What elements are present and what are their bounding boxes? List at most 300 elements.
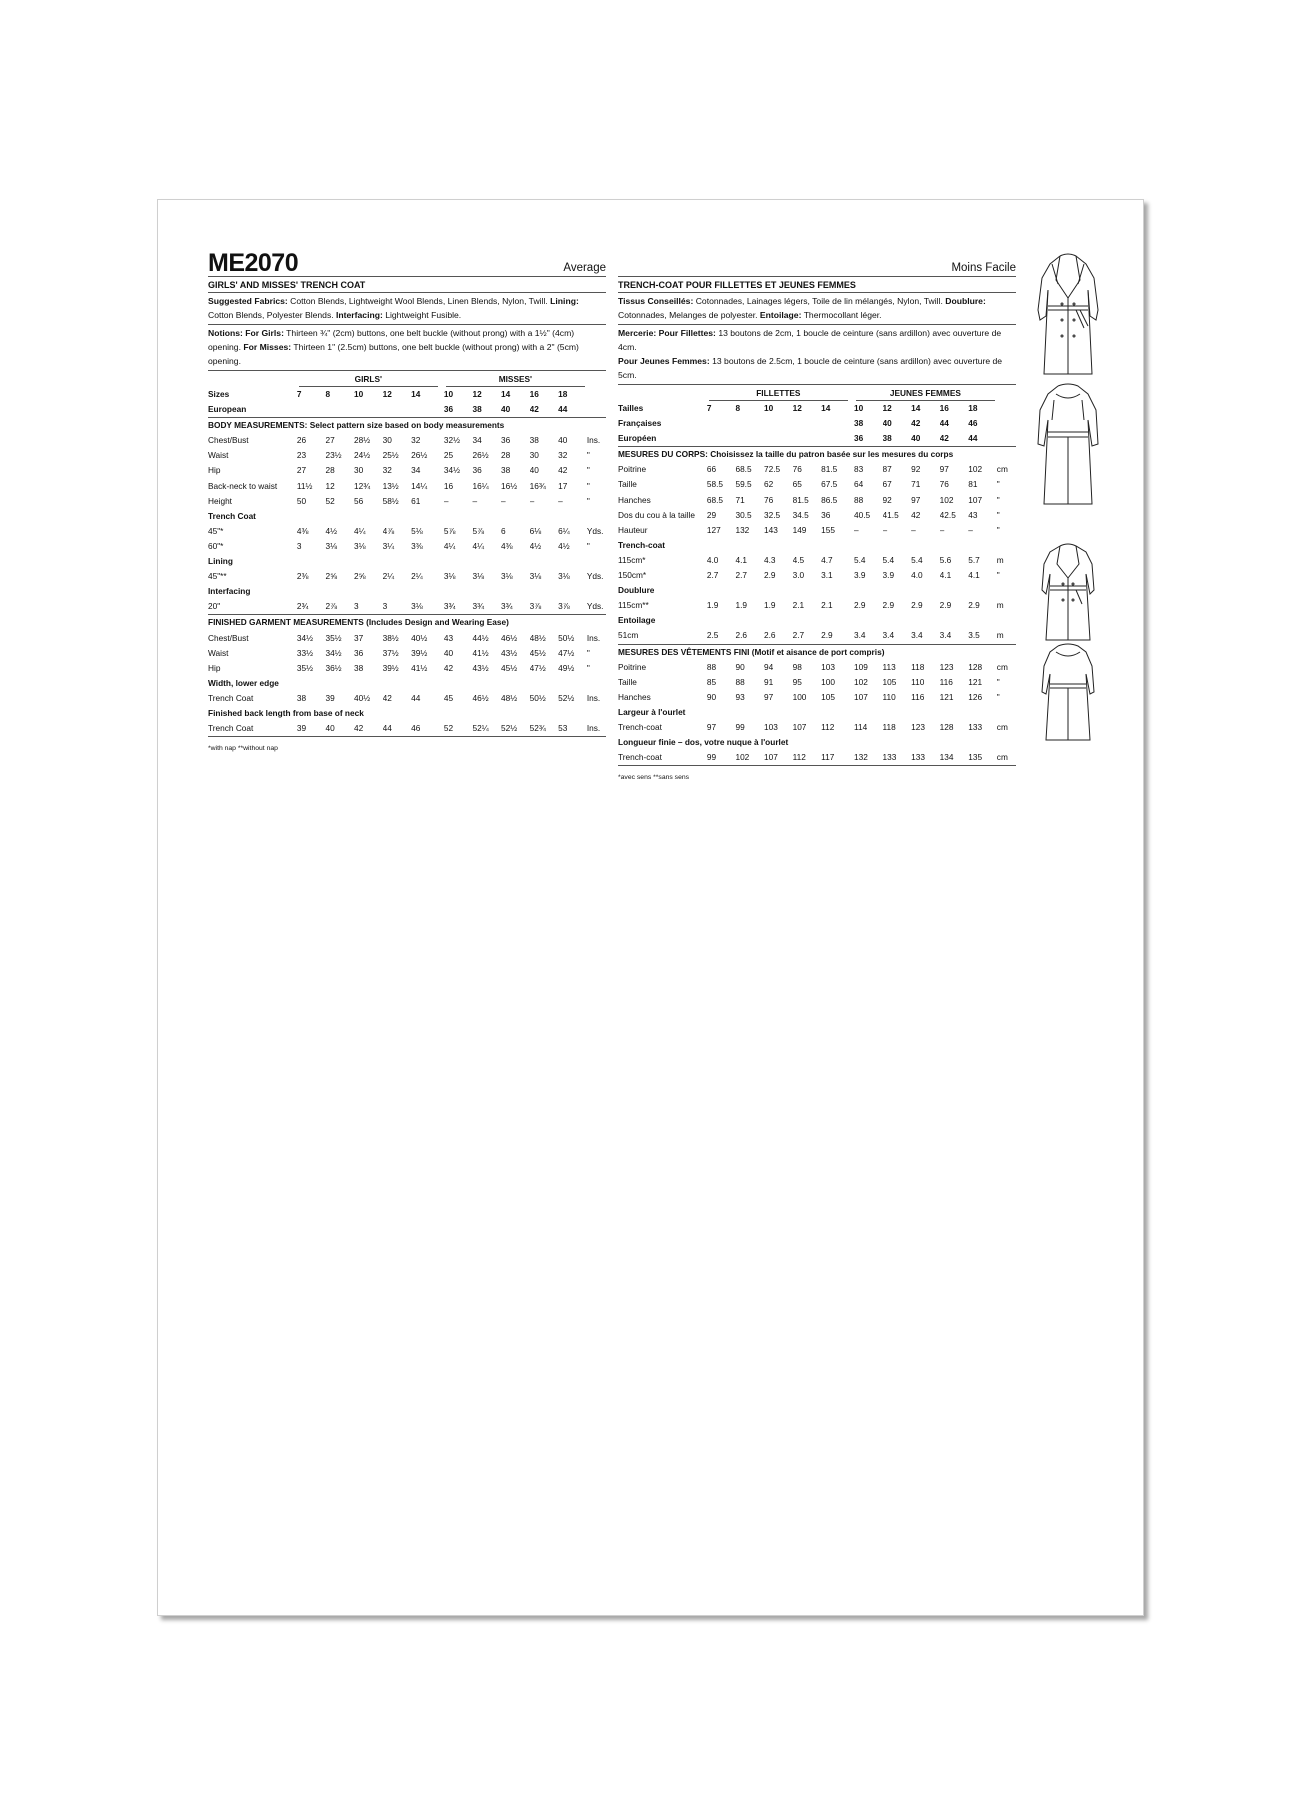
- row-heading: Width, lower edge: [208, 677, 279, 688]
- table-row: [618, 583, 1016, 598]
- size-value: 2.9: [911, 600, 923, 611]
- size-value: 2.7: [706, 570, 719, 581]
- footnote-en: *with nap **without nap: [208, 745, 278, 753]
- row-label: Waist: [208, 450, 229, 461]
- size-value: 39½: [411, 647, 428, 658]
- size-value: 4¼: [472, 540, 485, 551]
- size-value: 46½: [501, 632, 518, 643]
- size-value: [764, 431, 793, 447]
- size-value: [411, 402, 440, 418]
- row-label: 45"*: [208, 525, 224, 536]
- size-value: 88: [706, 661, 717, 672]
- group-label-left: FILLETTES: [709, 387, 848, 401]
- group-cell-right: [854, 385, 997, 401]
- group-cell-right: [444, 371, 587, 387]
- size-value: 45½: [529, 647, 546, 658]
- misses-text: Thirteen 1" (2.5cm) buttons, one belt buckle (without prong) with a 2" (5cm) opening.: [208, 342, 579, 366]
- size-value: 6: [501, 525, 506, 536]
- table-row: [618, 447, 1016, 463]
- row-label: Waist: [208, 647, 229, 658]
- size-value: 47½: [529, 662, 546, 673]
- size-value: 100: [821, 676, 835, 687]
- section-heading: BODY MEASUREMENTS: Select pattern size based on body measurements: [208, 418, 606, 434]
- size-value: 32: [558, 450, 568, 461]
- row-label: Trench Coat: [208, 692, 254, 703]
- table-row: [208, 631, 606, 646]
- size-value: 2.9: [853, 600, 866, 611]
- size-value: 102: [735, 750, 764, 766]
- size-value: 41½: [472, 647, 489, 658]
- size-value: 4.7: [821, 554, 833, 565]
- size-value: 43: [968, 509, 978, 520]
- size-value: 112: [821, 721, 835, 732]
- size-value: 3.5: [968, 630, 980, 641]
- size-value: 132: [735, 524, 750, 535]
- size-value: 56: [354, 495, 364, 506]
- row-heading: Trench-coat: [618, 539, 666, 550]
- table-row: [208, 646, 606, 661]
- size-value: 4.1: [939, 570, 952, 581]
- size-value: 52¾: [530, 721, 559, 737]
- fabrics-text: Cotton Blends, Lightweight Wool Blends, Linen Blends, Nylon, Twill.: [290, 296, 548, 306]
- size-value: 88: [735, 676, 745, 687]
- size-value: 18: [558, 389, 568, 399]
- size-value: 5.4: [882, 554, 895, 565]
- unit-label: ": [996, 691, 1000, 702]
- size-value: 12: [792, 403, 802, 413]
- size-value: 43: [443, 632, 454, 643]
- table-row: [618, 568, 1016, 583]
- size-value: 94: [764, 661, 774, 672]
- row-label: Sizes: [208, 389, 230, 399]
- size-value: 40: [558, 435, 568, 446]
- size-value: 39½: [382, 662, 399, 673]
- size-value: 121: [939, 691, 954, 702]
- section-heading: FINISHED GARMENT MEASUREMENTS (Includes Design and Wearing Ease): [208, 615, 606, 631]
- row-label: Height: [208, 495, 232, 506]
- size-value: 30: [529, 450, 539, 461]
- size-value: 99: [735, 721, 745, 732]
- size-value: 3.4: [853, 630, 866, 641]
- size-value: 102: [939, 494, 954, 505]
- table-row: [208, 691, 606, 706]
- row-heading: Finished back length from base of neck: [208, 707, 364, 718]
- girls-label-fr: Pour Fillettes:: [658, 328, 716, 338]
- size-value: 28½: [354, 435, 371, 446]
- size-value: 44: [558, 404, 568, 415]
- misses-label: For Misses:: [243, 342, 292, 352]
- size-value: 4⅞: [382, 525, 395, 536]
- size-value: 36: [821, 509, 831, 520]
- row-label: Trench Coat: [208, 721, 297, 737]
- size-value: 126: [968, 691, 983, 702]
- fabrics-text-fr: Cotonnades, Lainages légers, Toile de lin mélangés, Nylon, Twill.: [695, 296, 943, 306]
- unit-label: ": [586, 662, 590, 673]
- row-label: Hauteur: [618, 524, 648, 535]
- unit-label: ": [586, 540, 590, 551]
- size-value: 6¼: [558, 525, 570, 536]
- lining-label-fr: Doublure:: [945, 296, 986, 306]
- size-value: [821, 416, 850, 431]
- size-value: 3: [296, 540, 302, 551]
- unit-label: ": [996, 479, 1000, 490]
- size-value: 12: [472, 389, 482, 399]
- size-value: 8: [325, 389, 331, 399]
- size-value: [793, 431, 822, 447]
- size-value: 90: [735, 661, 745, 672]
- size-value: –: [968, 524, 973, 535]
- size-value: 62: [764, 479, 774, 490]
- unit-label: Yds.: [586, 571, 604, 582]
- size-value: 92: [911, 464, 921, 475]
- size-value: 133: [883, 750, 912, 766]
- row-heading: Interfacing: [208, 586, 251, 597]
- size-value: 90: [706, 691, 717, 702]
- section-heading: MESURES DU CORPS: Choisissez la taille du patron basée sur les mesures du corps: [618, 447, 1016, 463]
- size-value: 110: [882, 691, 896, 702]
- table-row: [208, 494, 606, 509]
- size-value: 112: [793, 750, 822, 766]
- unit-label: [997, 431, 1016, 447]
- size-value: 10: [853, 403, 864, 413]
- size-value: 14¼: [411, 480, 428, 491]
- size-value: 16: [443, 480, 454, 491]
- unit-label: [997, 416, 1016, 431]
- size-value: 3⅛: [354, 540, 366, 551]
- table-row: [618, 660, 1016, 675]
- size-value: 3⅛: [325, 540, 337, 551]
- size-value: 3.4: [911, 630, 923, 641]
- size-value: 64: [853, 479, 864, 490]
- size-value: 38½: [382, 632, 399, 643]
- size-value: 3¾: [501, 601, 513, 612]
- size-value: 103: [764, 721, 778, 732]
- size-value: 16½: [501, 480, 518, 491]
- table-row: [618, 690, 1016, 705]
- girls-trench-coat-back-sketch: [1028, 640, 1108, 745]
- table-row: [618, 553, 1016, 568]
- size-value: 40.5: [853, 509, 871, 520]
- interfacing-text: Lightweight Fusible.: [385, 310, 462, 320]
- size-value: 50½: [529, 692, 546, 703]
- header-fr: [618, 250, 1016, 277]
- size-value: –: [472, 495, 478, 506]
- row-label: Hanches: [618, 691, 651, 702]
- size-value: 50: [296, 495, 307, 506]
- header-en: [208, 250, 606, 277]
- size-value: 72.5: [764, 464, 781, 475]
- size-value: 44½: [472, 632, 489, 643]
- size-value: 4.5: [792, 554, 805, 565]
- unit-label: ": [586, 480, 590, 491]
- size-value: 133: [968, 721, 983, 732]
- size-value: 27: [325, 435, 335, 446]
- size-value: 4¼: [443, 540, 456, 551]
- size-value: 40: [529, 465, 539, 476]
- size-value: 2.7: [735, 570, 747, 581]
- size-value: 3¾: [443, 601, 456, 612]
- size-value: 28: [325, 465, 335, 476]
- size-value: 4.3: [764, 554, 776, 565]
- english-column: [208, 250, 606, 752]
- size-value: 34½: [296, 632, 314, 643]
- size-value: 107: [853, 691, 868, 702]
- size-value: 116: [911, 691, 925, 702]
- table-row: [208, 448, 606, 463]
- size-value: 52¼: [472, 721, 501, 737]
- unit-label: cm: [996, 661, 1008, 672]
- unit-label: cm: [997, 750, 1016, 766]
- size-value: 107: [792, 721, 807, 732]
- unit-label: m: [996, 554, 1004, 565]
- size-value: 41½: [411, 662, 428, 673]
- size-value: 42: [911, 509, 921, 520]
- group-spacer: [618, 385, 707, 401]
- size-value: 35½: [325, 632, 342, 643]
- size-value: 118: [882, 721, 896, 732]
- size-value: 52: [325, 495, 335, 506]
- size-value: 13½: [382, 480, 399, 491]
- unit-label: ": [586, 495, 590, 506]
- fabrics-label: Suggested Fabrics:: [208, 296, 288, 306]
- size-value: 128: [968, 661, 983, 672]
- size-value: 33½: [296, 647, 314, 658]
- size-value: 28: [501, 450, 511, 461]
- row-heading: Trench Coat: [208, 510, 256, 521]
- size-value: 14: [821, 403, 831, 413]
- table-row: [208, 524, 606, 539]
- table-row: [618, 613, 1016, 628]
- size-value: 2⅝: [325, 571, 337, 582]
- row-label: 60"*: [208, 540, 224, 551]
- size-value: 2.9: [968, 600, 980, 611]
- girls-trench-coat-front-sketch: [1028, 540, 1108, 645]
- size-value: 3.9: [882, 570, 895, 581]
- size-value: 14: [911, 403, 921, 413]
- row-label: Hip: [208, 465, 221, 476]
- group-cell-left: [707, 385, 850, 401]
- size-value: 83: [853, 464, 864, 475]
- size-value: 105: [821, 691, 835, 702]
- unit-label: ": [586, 647, 590, 658]
- size-value: 37½: [382, 647, 399, 658]
- table-row: [208, 539, 606, 554]
- unit-label: m: [996, 600, 1004, 611]
- size-value: 107: [968, 494, 983, 505]
- size-value: 39: [297, 721, 326, 737]
- size-value: –: [443, 495, 449, 506]
- unit-label: Ins.: [586, 632, 601, 643]
- size-value: –: [882, 524, 888, 535]
- size-value: 52½: [501, 721, 530, 737]
- size-value: 25½: [382, 450, 399, 461]
- size-value: 92: [882, 494, 892, 505]
- size-value: 133: [911, 750, 940, 766]
- size-value: 81.5: [821, 464, 838, 475]
- table-row: [618, 462, 1016, 477]
- size-value: 2.7: [792, 630, 805, 641]
- size-value: 50½: [558, 632, 575, 643]
- size-value: 5.7: [968, 554, 980, 565]
- size-value: –: [501, 495, 506, 506]
- row-heading: Doublure: [618, 585, 655, 596]
- table-row: [618, 477, 1016, 492]
- group-label-left: GIRLS': [299, 373, 438, 387]
- size-value: 43½: [472, 662, 489, 673]
- notions-label: Notions:: [208, 328, 243, 338]
- size-value: 39: [325, 692, 335, 703]
- size-value: 38: [296, 692, 307, 703]
- size-value: 91: [764, 676, 774, 687]
- size-chart-en: [208, 371, 606, 737]
- table-row: [618, 720, 1016, 735]
- row-label: Poitrine: [618, 661, 647, 672]
- pattern-title: GIRLS' AND MISSES' TRENCH COAT: [208, 277, 606, 293]
- table-row: [208, 433, 606, 448]
- size-value: 58.5: [706, 479, 724, 490]
- section-heading: MESURES DES VÊTEMENTS FINI (Motif et aisance de port compris): [618, 644, 1016, 660]
- size-value: 23: [296, 450, 307, 461]
- row-heading: Longueur finie – dos, votre nuque à l'ourlet: [618, 737, 789, 748]
- group-cell-left: [297, 371, 440, 387]
- size-value: 36: [354, 647, 364, 658]
- size-value: –: [853, 524, 859, 535]
- size-value: 97: [939, 464, 949, 475]
- size-value: 2.9: [764, 570, 776, 581]
- unit-label: [587, 387, 606, 402]
- size-value: 3.4: [882, 630, 895, 641]
- notions-label-fr: Mercerie:: [618, 328, 657, 338]
- table-row: [618, 598, 1016, 613]
- size-value: 10: [354, 389, 364, 399]
- size-value: 34: [411, 465, 421, 476]
- size-value: 42: [529, 404, 539, 415]
- row-label: Taille: [618, 676, 637, 687]
- row-label: Trench-coat: [618, 750, 707, 766]
- fabrics-paragraph: [208, 293, 606, 325]
- size-value: 1.9: [735, 600, 747, 611]
- size-value: [707, 416, 736, 431]
- row-heading: Entoilage: [618, 615, 656, 626]
- size-value: 38: [529, 435, 539, 446]
- size-value: 1.9: [706, 600, 719, 611]
- table-row: [208, 554, 606, 569]
- group-header-row: [208, 371, 606, 387]
- unit-label: ": [586, 465, 590, 476]
- row-label: 115cm**: [618, 600, 649, 611]
- size-value: 81: [968, 479, 978, 490]
- size-value: 3.9: [853, 570, 866, 581]
- unit-label: ": [586, 450, 590, 461]
- row-label: Chest/Bust: [208, 632, 249, 643]
- table-row: [618, 401, 1016, 416]
- row-label: Taille: [618, 479, 637, 490]
- size-value: 3⅛: [472, 571, 485, 582]
- size-value: 44: [939, 418, 949, 429]
- size-value: [354, 402, 383, 418]
- size-value: 40½: [411, 632, 428, 643]
- unit-label: Ins.: [587, 721, 606, 737]
- pattern-code: ME2070: [208, 249, 299, 277]
- lining-label: Lining:: [550, 296, 579, 306]
- size-value: 42: [911, 418, 921, 429]
- size-value: 17: [558, 480, 568, 491]
- size-value: 134: [940, 750, 969, 766]
- size-value: 46½: [472, 692, 489, 703]
- size-value: 68.5: [706, 494, 724, 505]
- size-value: 23½: [325, 450, 342, 461]
- size-value: 5⅛: [411, 525, 423, 536]
- table-row: [618, 523, 1016, 538]
- size-value: 105: [882, 676, 897, 687]
- size-value: 24½: [354, 450, 371, 461]
- size-value: 10: [764, 403, 774, 413]
- size-value: 3¾: [472, 601, 485, 612]
- size-value: 123: [939, 661, 954, 672]
- row-label: Poitrine: [618, 464, 647, 475]
- unit-label: ": [996, 494, 1000, 505]
- table-row: [618, 644, 1016, 660]
- unit-label: Ins.: [586, 692, 601, 703]
- size-value: 30: [382, 435, 392, 446]
- size-value: 7: [296, 389, 302, 399]
- size-value: 49½: [558, 662, 575, 673]
- size-chart-fr: [618, 385, 1016, 766]
- table-row: [208, 706, 606, 721]
- difficulty-level: Average: [563, 262, 606, 274]
- size-value: 34½: [443, 465, 461, 476]
- unit-label: ": [996, 509, 1000, 520]
- table-row: [618, 675, 1016, 690]
- size-value: 52: [444, 721, 473, 737]
- row-label: Dos du cou à la taille: [618, 509, 696, 520]
- girls-text-fr: 13 boutons de 2cm, 1 boucle de ceinture (sans ardillon) avec ouverture de 4cm.: [618, 328, 1002, 352]
- size-value: 86.5: [821, 494, 838, 505]
- table-row: [208, 599, 606, 615]
- table-row: [208, 418, 606, 434]
- group-header-row: [618, 385, 1016, 401]
- size-value: –: [911, 524, 916, 535]
- size-value: 2¼: [382, 571, 395, 582]
- size-value: 2.6: [735, 630, 747, 641]
- unit-label: m: [996, 630, 1004, 641]
- table-row: [208, 661, 606, 676]
- row-label: 51cm: [618, 630, 639, 641]
- girls-label: For Girls:: [245, 328, 284, 338]
- size-value: 46: [968, 418, 978, 429]
- size-value: 2¾: [296, 601, 309, 612]
- size-value: 71: [735, 494, 745, 505]
- size-value: 12¾: [354, 480, 371, 491]
- size-value: 143: [764, 524, 778, 535]
- row-label: 115cm*: [618, 554, 646, 565]
- unit-label: Yds.: [586, 525, 604, 536]
- size-value: 42: [382, 692, 392, 703]
- size-value: 58½: [382, 495, 399, 506]
- interfacing-label-fr: Entoilage:: [759, 310, 802, 320]
- size-value: 4.1: [968, 570, 980, 581]
- size-value: 67: [882, 479, 892, 490]
- size-value: 123: [911, 721, 925, 732]
- size-value: 88: [853, 494, 864, 505]
- unit-label: ": [996, 676, 1000, 687]
- size-value: 44: [411, 692, 421, 703]
- size-value: 41.5: [882, 509, 899, 520]
- pattern-sheet: [157, 199, 1144, 1616]
- size-value: 40: [501, 404, 511, 415]
- size-value: 53: [558, 721, 587, 737]
- table-row: [618, 416, 1016, 431]
